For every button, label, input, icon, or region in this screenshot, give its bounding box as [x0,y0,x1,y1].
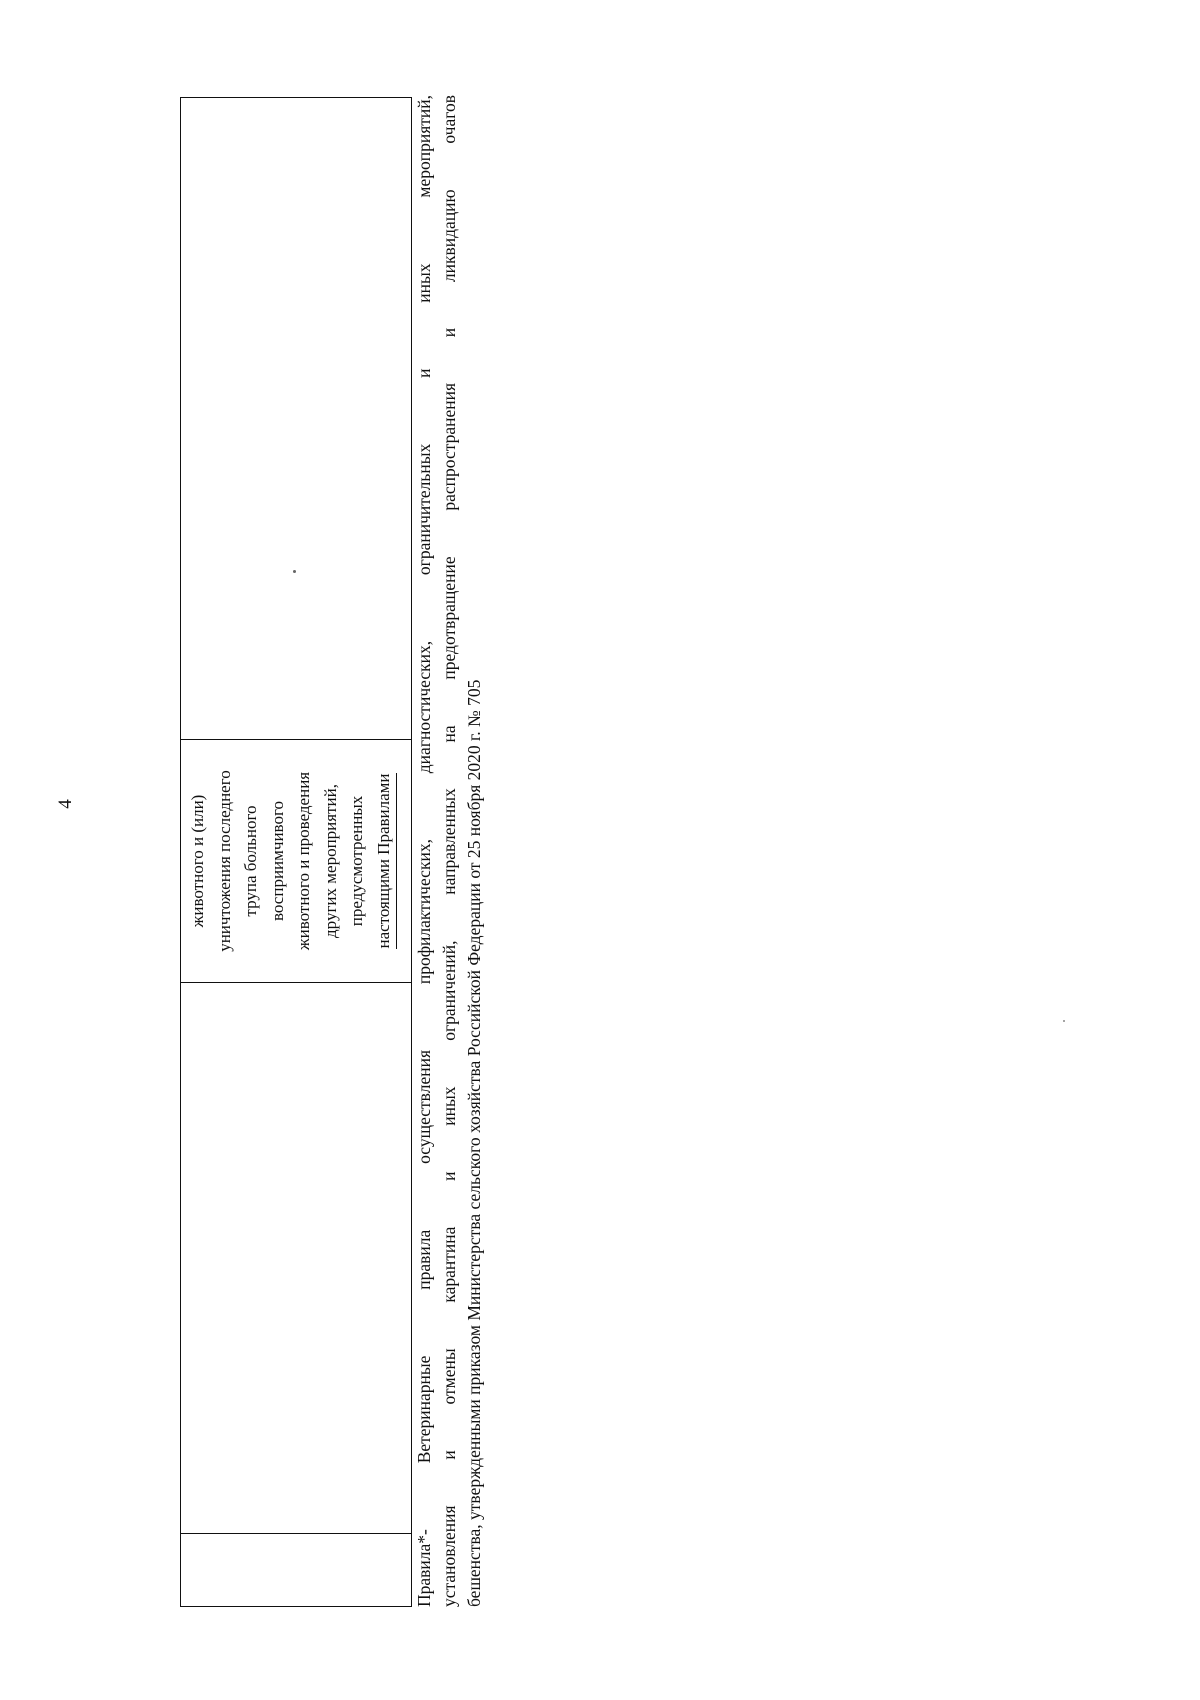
cell-text-line: уничтожения последнего [214,770,234,952]
table-cell-1 [181,1533,411,1606]
cell-text-line: трупа больного [241,805,260,917]
cell-text-line: восприимчивого [267,800,287,922]
page-number: 4 [55,799,76,809]
scan-speck [293,570,296,573]
footnote [412,95,487,1607]
measures-table [180,97,412,1607]
cell-text-line: животного и проведения [294,771,313,951]
scan-speck [1063,1020,1065,1022]
table-cell-3 [181,739,411,982]
cell-text-line: других мероприятий, [320,784,340,938]
table-cell-4 [181,98,411,739]
cell-text-line: предусмотренных [347,795,366,927]
table-cell-2 [181,982,411,1533]
footnote-line: установления и отмены карантина и иных ограничений, направленных на предотвращение распространения и ликвидацию очагов [439,95,459,1607]
footnote-line: Правила*- Ветеринарные правила осуществления профилактических, диагностических, ограничительных и иных мероприятий, [414,95,434,1607]
landscape-content [180,87,484,1607]
cell-text-line: животного и (или) [188,794,207,928]
footnote-line: бешенства, утвержденными приказом Министерства сельского хозяйства Российской Федерации от 25 ноября 2020 г. № 705 [464,679,484,1607]
cell-text-line: настоящими Правилами [371,774,397,949]
